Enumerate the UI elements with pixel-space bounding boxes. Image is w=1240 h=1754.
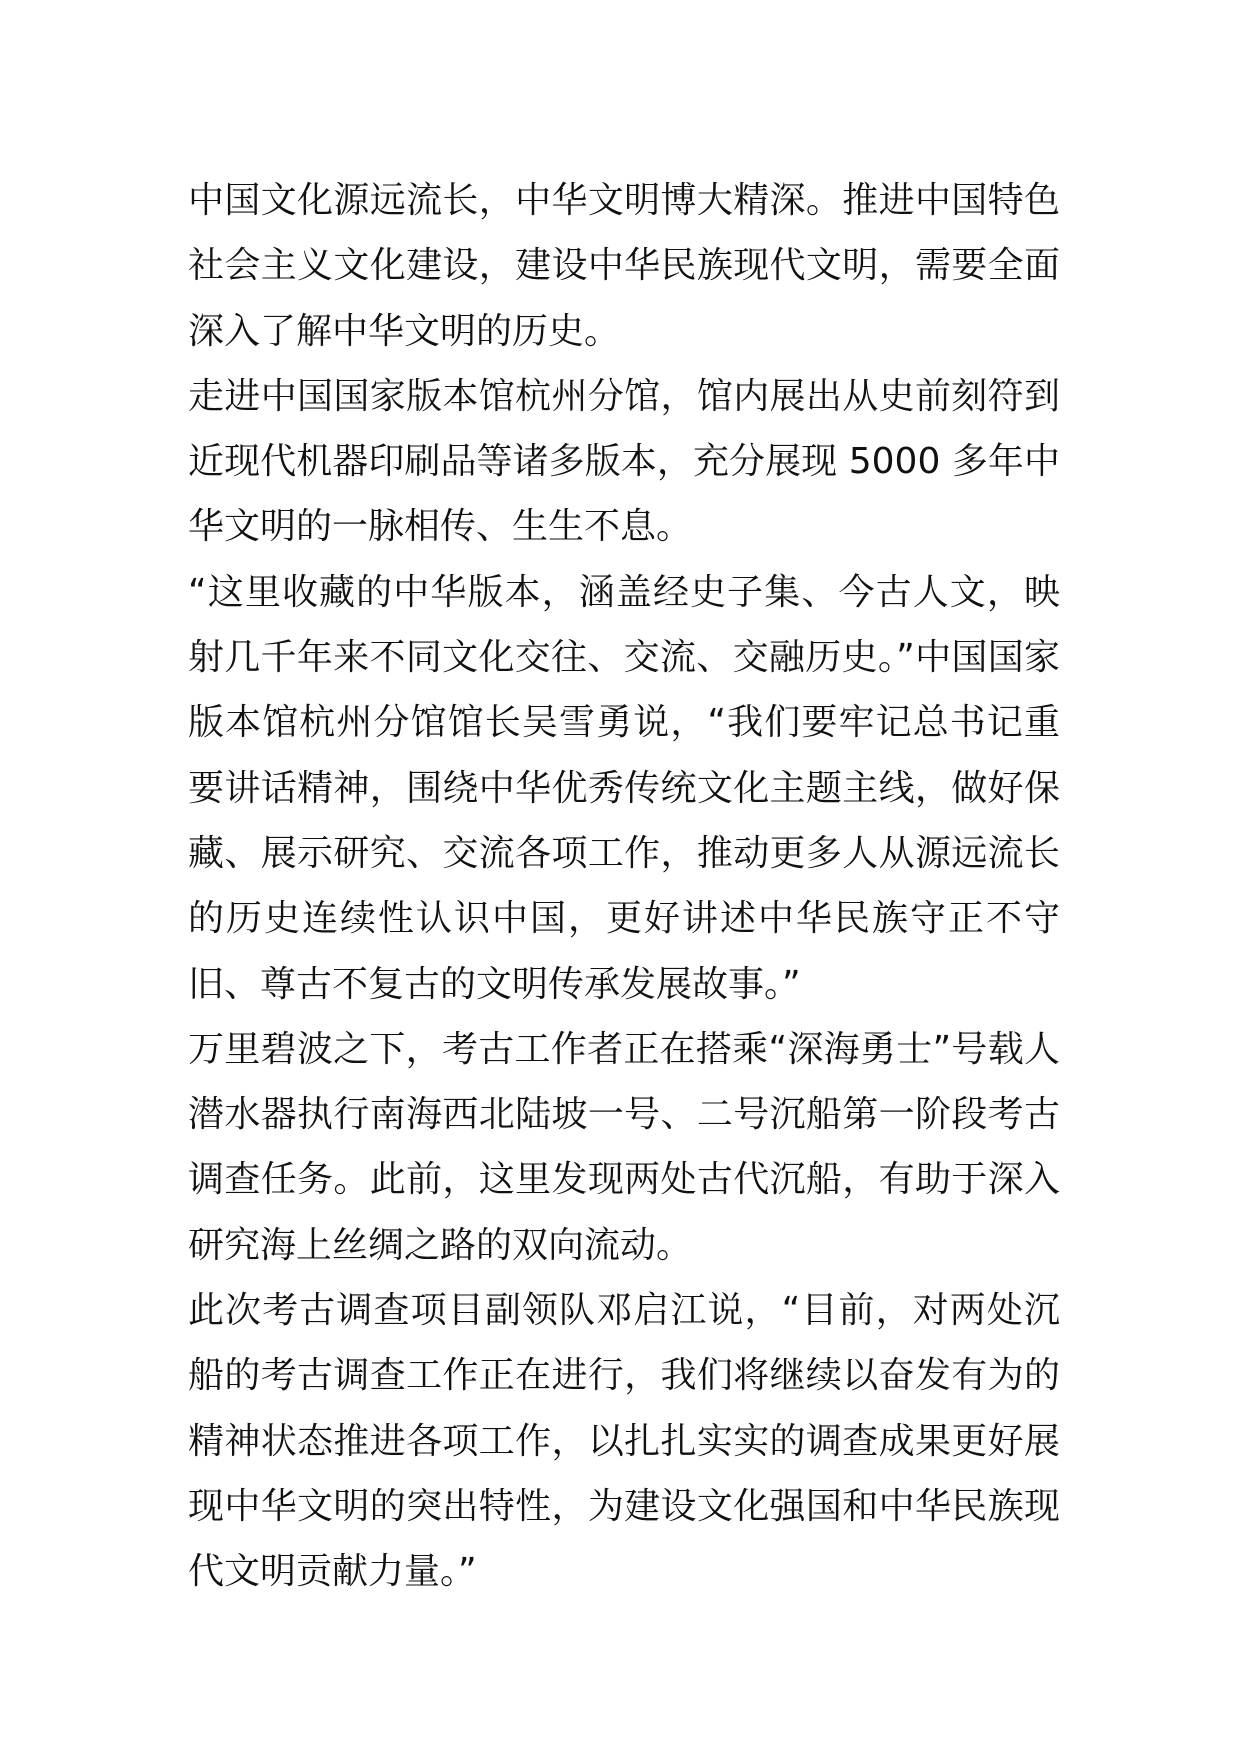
paragraph-curator-quote: “这里收藏的中华版本，涵盖经史子集、今古人文，映射几千年来不同文化交往、交流、交融历史。”中国国家版本馆杭州分馆馆长吴雪勇说，“我们要牢记总书记重要讲话精神，围绕中华优秀传统文化主题主线，做好保藏、展示研究、交流各项工作，推动更多人从源远流长的历史连续性认识中国，更好讲述中华民族守正不守旧、尊古不复古的文明传承发展故事。” (188, 571, 1060, 1005)
article-body (188, 168, 1060, 1605)
paragraph-hangzhou-library: 走进中国国家版本馆杭州分馆，馆内展出从史前刻符到近现代机器印刷品等诸多版本，充分展现 5000 多年中华文明的一脉相传、生生不息。 (188, 375, 1060, 548)
paragraph-culture-intro: 中国文化源远流长，中华文明博大精深。推进中国特色社会主义文化建设，建设中华民族现代文明，需要全面深入了解中华文明的历史。 (188, 180, 1060, 352)
paragraph-deep-sea-archaeology: 万里碧波之下，考古工作者正在搭乘“深海勇士”号载人潜水器执行南海西北陆坡一号、二号沉船第一阶段考古调查任务。此前，这里发现两处古代沉船，有助于深入研究海上丝绸之路的双向流动。 (188, 1028, 1060, 1266)
paragraph-deputy-leader-quote: 此次考古调查项目副领队邓启江说，“目前，对两处沉船的考古调查工作正在进行，我们将继续以奋发有为的精神状态推进各项工作，以扎扎实实的调查成果更好展现中华文明的突出特性，为建设文化强国和中华民族现代文明贡献力量。” (188, 1290, 1060, 1593)
